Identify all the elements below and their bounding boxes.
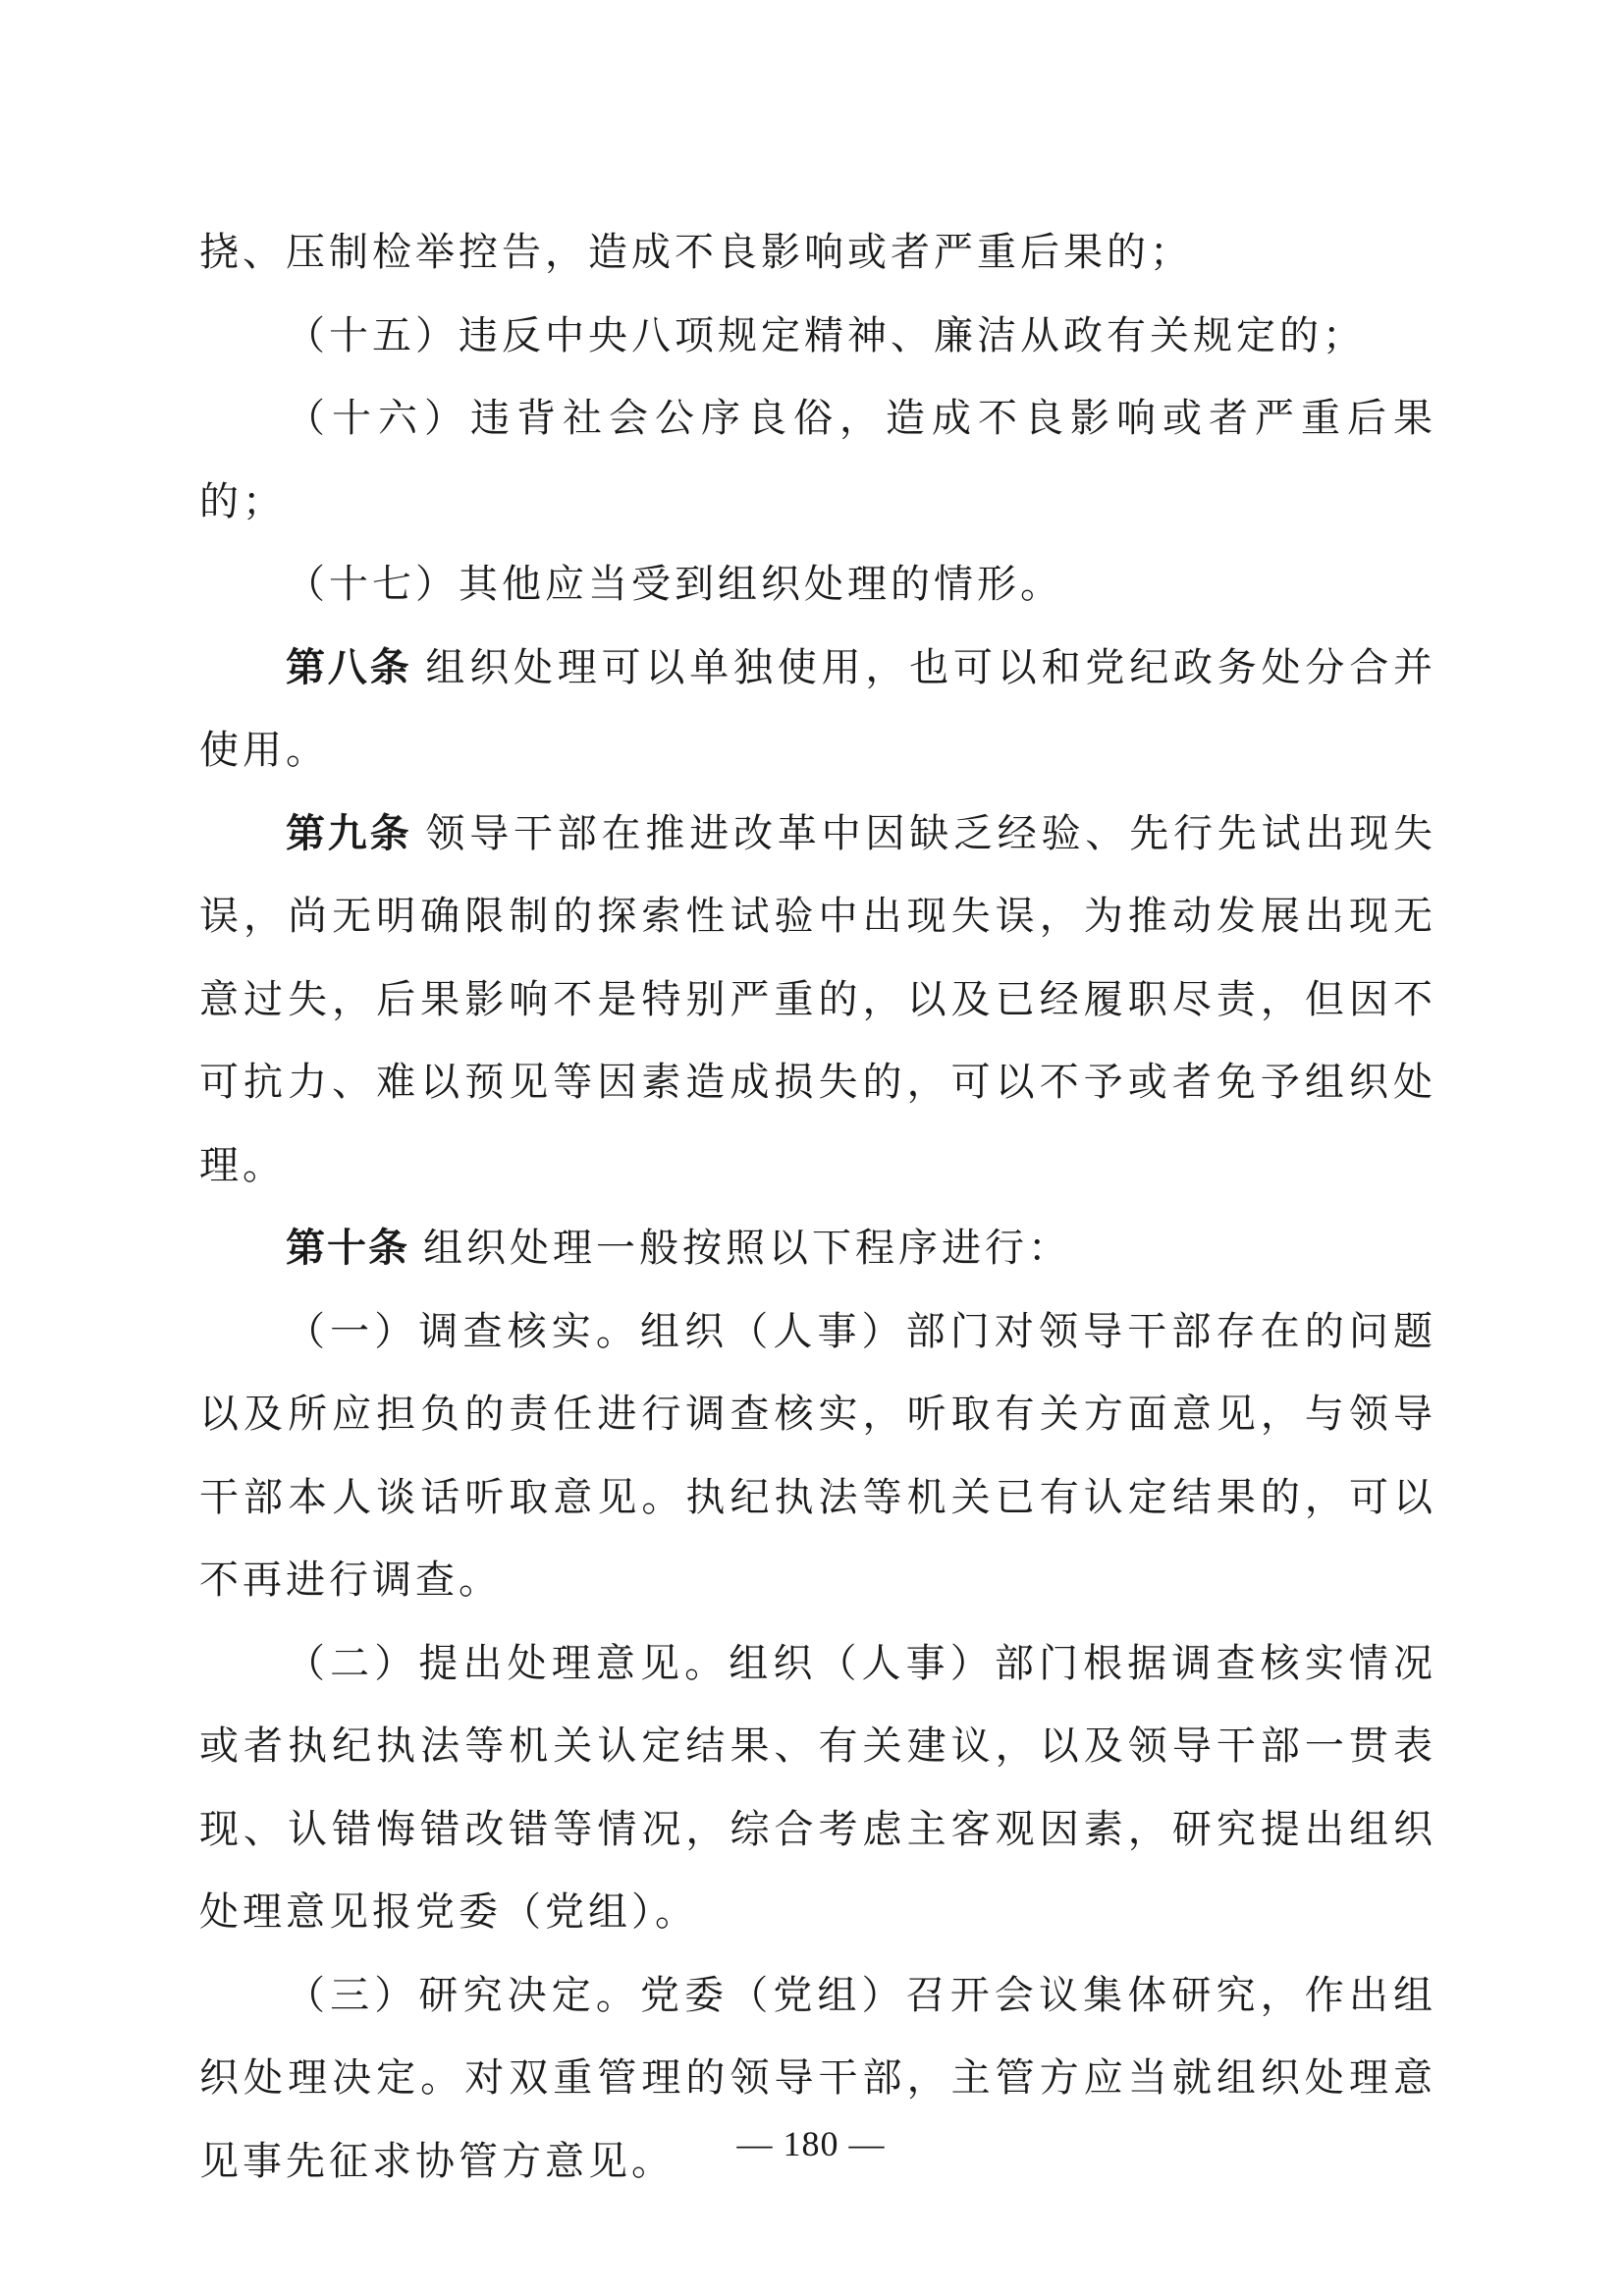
article-10 [199, 1207, 1436, 1290]
paragraph-text: 组织处理一般按照以下程序进行： [423, 1226, 1071, 1271]
article-title: 第八条 [286, 644, 412, 690]
page-number: — 180 — [736, 2124, 886, 2163]
article-title: 第九条 [286, 810, 412, 856]
paragraph-text: （一）调查核实。组织（人事）部门对领导干部存在的问题以及所应担负的责任进行调查核实，听取有关方面意见，与领导干部本人谈话听取意见。执纪执法等机关已有认定结果的，可以不再进行调查。 [199, 1308, 1436, 1603]
paragraph-continuation [199, 211, 1436, 295]
document-body [199, 211, 1436, 2203]
paragraph-text: （十五）违反中央八项规定精神、廉洁从政有关规定的； [286, 312, 1366, 358]
procedure-step-1 [199, 1290, 1436, 1622]
procedure-step-2 [199, 1622, 1436, 1954]
paragraph-text: 领导干部在推进改革中因缺乏经验、先行先试出现失误，尚无明确限制的探索性试验中出现失误，为推动发展出现无意过失，后果影响不是特别严重的，以及已经履职尽责，但因不可抗力、难以预见等因素造成损失的，可以不予或者免予组织处理。 [199, 810, 1437, 1188]
procedure-step-3 [199, 1954, 1436, 2204]
paragraph-text: 组织处理可以单独使用，也可以和党纪政务处分合并使用。 [199, 644, 1437, 773]
paragraph-text: （十六）违背社会公序良俗，造成不良影响或者严重后果的； [199, 396, 1436, 524]
list-item-16 [199, 377, 1436, 543]
article-title: 第十条 [286, 1226, 409, 1271]
paragraph-text: 挠、压制检举控告，造成不良影响或者严重后果的； [199, 230, 1193, 275]
paragraph-text: （三）研究决定。党委（党组）召开会议集体研究，作出组织处理决定。对双重管理的领导干部，主管方应当就组织处理意见事先征求协管方意见。 [199, 1972, 1436, 2184]
list-item-15 [199, 295, 1436, 378]
list-item-17 [199, 543, 1436, 627]
article-8 [199, 627, 1436, 793]
paragraph-text: （十七）其他应当受到组织处理的情形。 [286, 562, 1063, 607]
paragraph-text: （二）提出处理意见。组织（人事）部门根据调查核实情况或者执纪执法等机关认定结果、有关建议，以及领导干部一贯表现、认错悔错改错等情况，综合考虑主客观因素，研究提出组织处理意见报党委（党组）。 [199, 1640, 1436, 1935]
article-9 [199, 793, 1436, 1208]
